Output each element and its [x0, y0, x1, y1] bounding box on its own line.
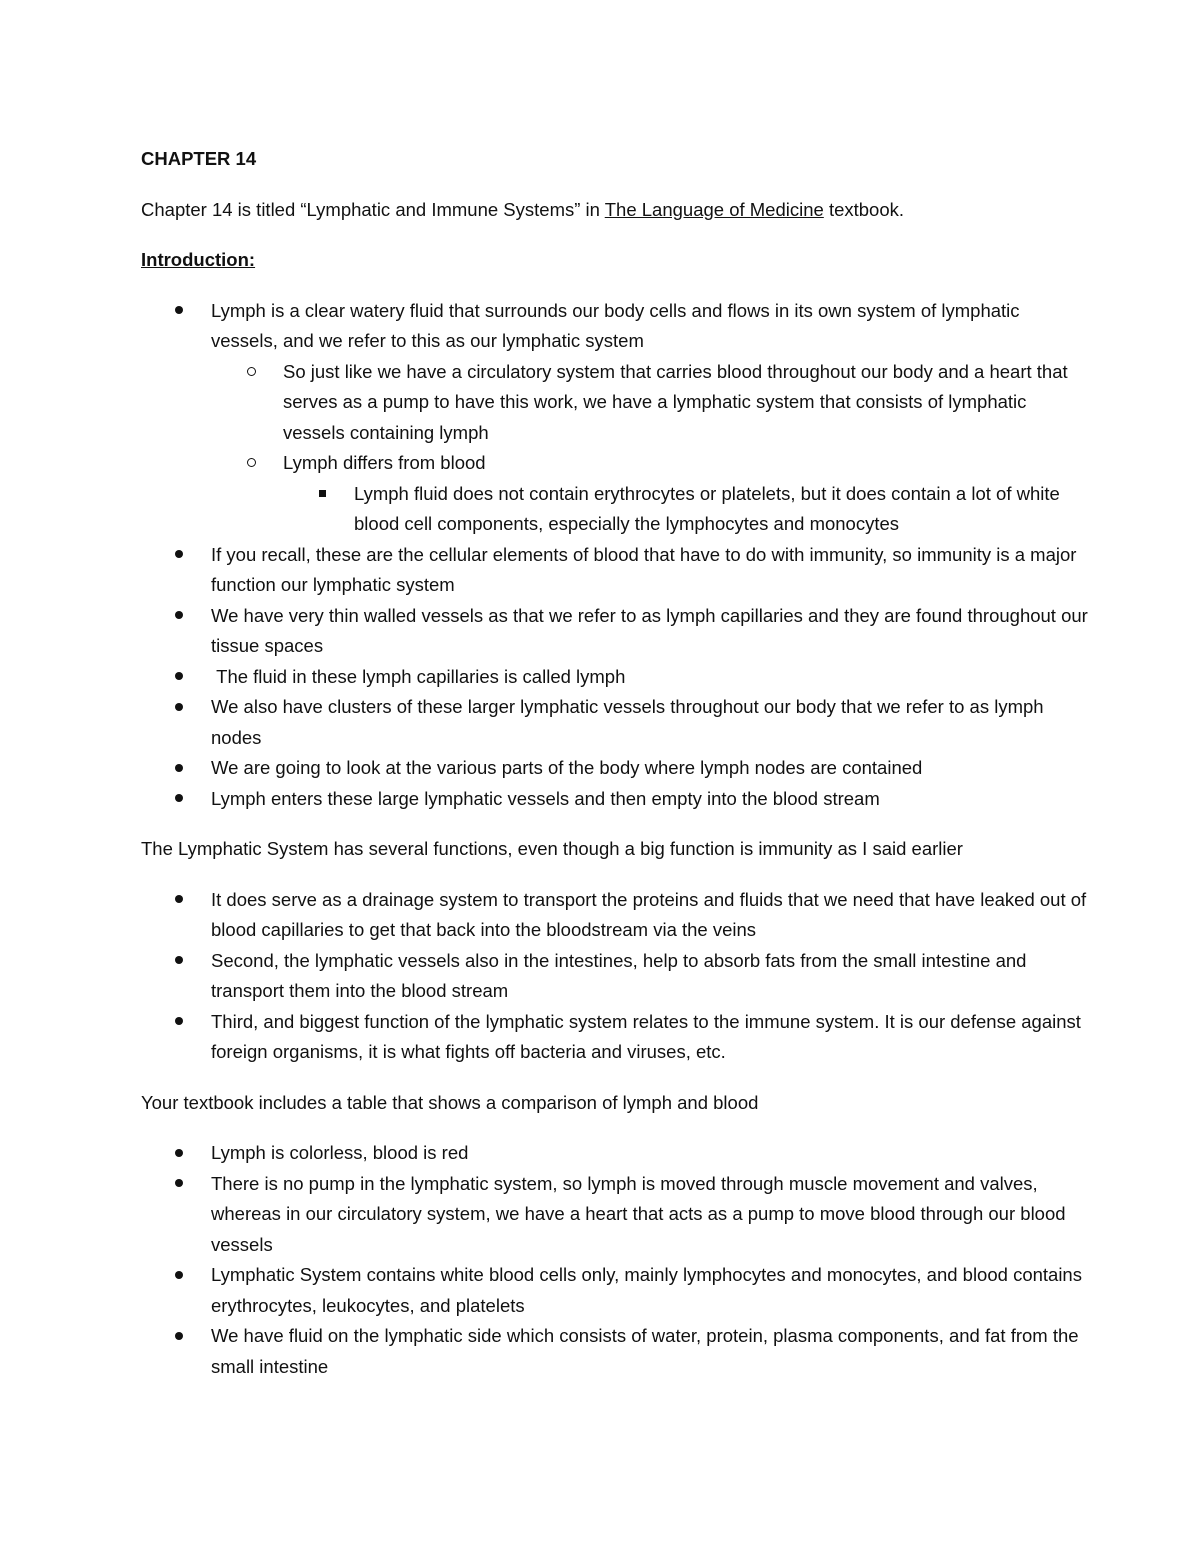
list-item: The fluid in these lymph capillaries is called lymph [141, 662, 1090, 693]
bullet-icon [174, 1169, 184, 1200]
comparison-intro: Your textbook includes a table that shows a comparison of lymph and blood [141, 1091, 759, 1113]
list-item: We have fluid on the lymphatic side which consists of water, protein, plasma components, and fat from the small intestine [141, 1321, 1090, 1382]
hollow-bullet-icon [246, 357, 256, 388]
introduction-label: Introduction: [141, 249, 256, 270]
book-title: The Language of Medicine [604, 198, 824, 220]
bullet-icon [174, 1260, 184, 1291]
list-item: Lymph is a clear watery fluid that surrounds our body cells and flows in its own system of lymphatic vessels, and we refer to this as our lymphatic system So just like we have a circulatory system that carries blood throughout our body and a heart that serves as a pump to have this work, we have a lymphatic system that consists of lymphatic vessels containing lymph Lymph differs from blood Lymph fluid does not contain erythrocytes or platelets, but it does contain a lot of white blood cell components, especially the lymphocytes and monocytes [141, 296, 1090, 540]
intro-sentence-end: textbook. [823, 198, 905, 220]
comparison-list [141, 1138, 1090, 1382]
bullet-icon [174, 692, 184, 723]
functions-list [141, 885, 1090, 1068]
list-item: We also have clusters of these larger lymphatic vessels throughout our body that we refer to as lymph nodes [141, 692, 1090, 753]
bullet-icon [174, 601, 184, 632]
list-item: Lymph enters these large lymphatic vessels and then empty into the blood stream [141, 784, 1090, 815]
list-item: If you recall, these are the cellular elements of blood that have to do with immunity, so immunity is a major function our lymphatic system [141, 540, 1090, 601]
intro-sentence-start: Chapter 14 is titled “Lymphatic and Immune Systems” in [141, 198, 605, 220]
intro-sentence [141, 195, 1090, 226]
bullet-icon [174, 946, 184, 977]
square-bullet-icon [317, 479, 327, 510]
list-item: There is no pump in the lymphatic system, so lymph is moved through muscle movement and valves, whereas in our circulatory system, we have a heart that acts as a pump to move blood through our blood vessels [141, 1169, 1090, 1261]
chapter-heading: CHAPTER 14 [141, 148, 257, 169]
list-item: Lymph is colorless, blood is red [141, 1138, 1090, 1169]
bullet-icon [174, 296, 184, 327]
bullet-icon [174, 885, 184, 916]
list-item: We are going to look at the various parts of the body where lymph nodes are contained [141, 753, 1090, 784]
list-item: Second, the lymphatic vessels also in the intestines, help to absorb fats from the small intestine and transport them into the blood stream [141, 946, 1090, 1007]
bullet-icon [174, 662, 184, 693]
introduction-list [141, 296, 1090, 815]
sub-list-item: So just like we have a circulatory system that carries blood throughout our body and a heart that serves as a pump to have this work, we have a lymphatic system that consists of lymphatic vessels containing lymph [211, 357, 1090, 449]
bullet-icon [174, 784, 184, 815]
hollow-bullet-icon [246, 448, 256, 479]
bullet-icon [174, 1007, 184, 1038]
list-item: Lymphatic System contains white blood cells only, mainly lymphocytes and monocytes, and blood contains erythrocytes, leukocytes, and platelets [141, 1260, 1090, 1321]
bullet-icon [174, 753, 184, 784]
bullet-icon [174, 540, 184, 571]
sub-sub-list [283, 479, 1090, 540]
bullet-icon [174, 1321, 184, 1352]
list-item: Third, and biggest function of the lymphatic system relates to the immune system. It is our defense against foreign organisms, it is what fights off bacteria and viruses, etc. [141, 1007, 1090, 1068]
sub-list-item: Lymph differs from blood Lymph fluid does not contain erythrocytes or platelets, but it does contain a lot of white blood cell components, especially the lymphocytes and monocytes [211, 448, 1090, 540]
list-item: We have very thin walled vessels as that we refer to as lymph capillaries and they are found throughout our tissue spaces [141, 601, 1090, 662]
functions-intro: The Lymphatic System has several functions, even though a big function is immunity as I said earlier [141, 838, 963, 859]
sub-sub-list-item: Lymph fluid does not contain erythrocytes or platelets, but it does contain a lot of white blood cell components, especially the lymphocytes and monocytes [283, 479, 1090, 540]
bullet-icon [174, 1138, 184, 1169]
sub-list [211, 357, 1090, 540]
list-item: It does serve as a drainage system to transport the proteins and fluids that we need that have leaked out of blood capillaries to get that back into the bloodstream via the veins [141, 885, 1090, 946]
